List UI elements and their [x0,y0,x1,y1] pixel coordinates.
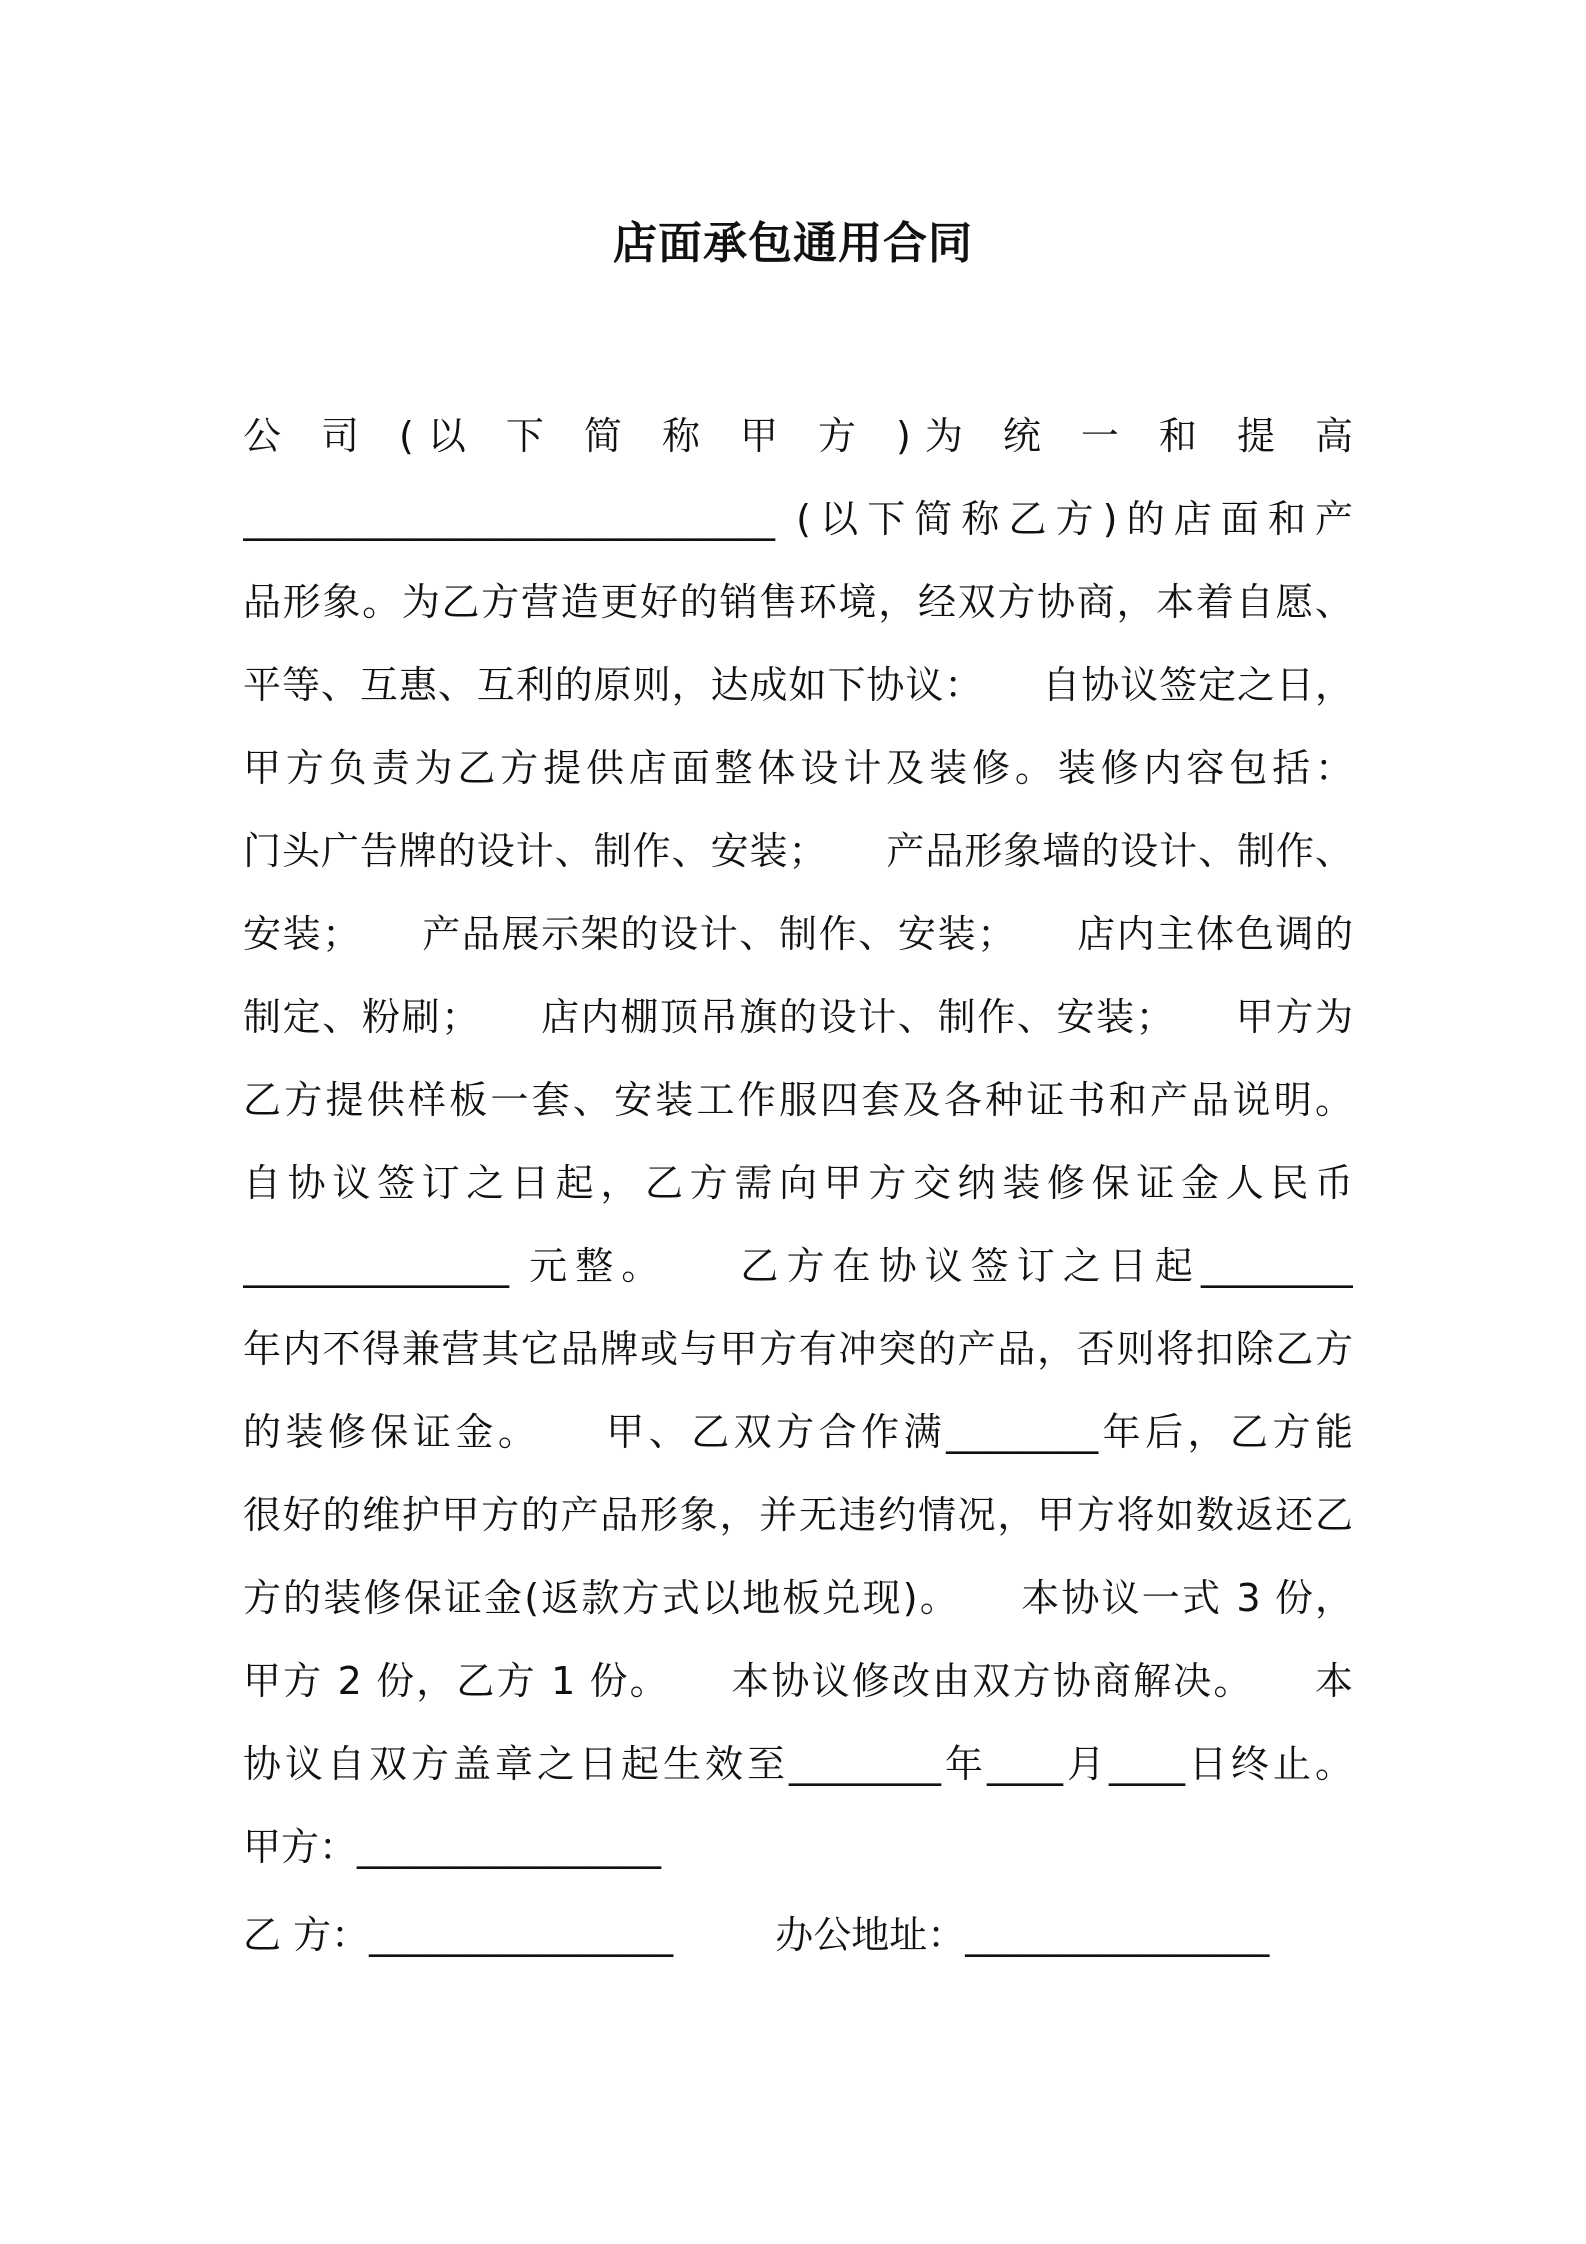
contract-line-5: 甲方负责为乙方提供店面整体设计及装修。装修内容包括： [243,746,1353,790]
contract-line-8: 制定、粉刷； 店内棚顶吊旗的设计、制作、安装； 甲方为 [243,995,1353,1039]
contract-line-11: ______________ 元整。 乙方在协议签订之日起________ [243,1244,1353,1288]
contract-line-2: ____________________________ (以下简称乙方)的店面和产 [243,497,1353,541]
party-a-signature-line [243,1821,1353,1909]
party-a-signature-field: 甲方：________________ [243,1825,662,1869]
contract-line-7: 安装； 产品展示架的设计、制作、安装； 店内主体色调的 [243,912,1353,956]
contract-line-12: 年内不得兼营其它品牌或与甲方有冲突的产品，否则将扣除乙方 [243,1327,1353,1371]
contract-line-1: 公 司 (以 下 简 称 甲 方 )为 统 一 和 提 高 [243,414,1353,458]
party-b-signature-line [243,1909,1353,1997]
contract-line-16: 甲方 2 份，乙方 1 份。 本协议修改由双方协商解决。 本 [243,1659,1353,1703]
office-address-field: 办公地址：________________ [775,1913,1270,1957]
contract-line-14: 很好的维护甲方的产品形象，并无违约情况，甲方将如数返还乙 [243,1493,1353,1537]
contract-line-9: 乙方提供样板一套、安装工作服四套及各种证书和产品说明。 [243,1078,1353,1122]
contract-line-13: 的装修保证金。 甲、乙双方合作满________年后，乙方能 [243,1410,1353,1454]
contract-line-15: 方的装修保证金(返款方式以地板兑现)。 本协议一式 3 份， [243,1576,1353,1620]
contract-line-4: 平等、互惠、互利的原则，达成如下协议： 自协议签定之日， [243,663,1353,707]
contract-line-10: 自协议签订之日起，乙方需向甲方交纳装修保证金人民币 [243,1161,1353,1205]
contract-line-6: 门头广告牌的设计、制作、安装； 产品形象墙的设计、制作、 [243,829,1353,873]
contract-body [243,410,1353,1997]
contract-line-17: 协议自双方盖章之日起生效至________年____月____日终止。 [243,1742,1353,1786]
document-title: 店面承包通用合同 [613,218,973,269]
contract-line-3: 品形象。为乙方营造更好的销售环境，经双方协商，本着自愿、 [243,580,1353,624]
party-b-signature-field: 乙 方：________________ [243,1913,674,1957]
